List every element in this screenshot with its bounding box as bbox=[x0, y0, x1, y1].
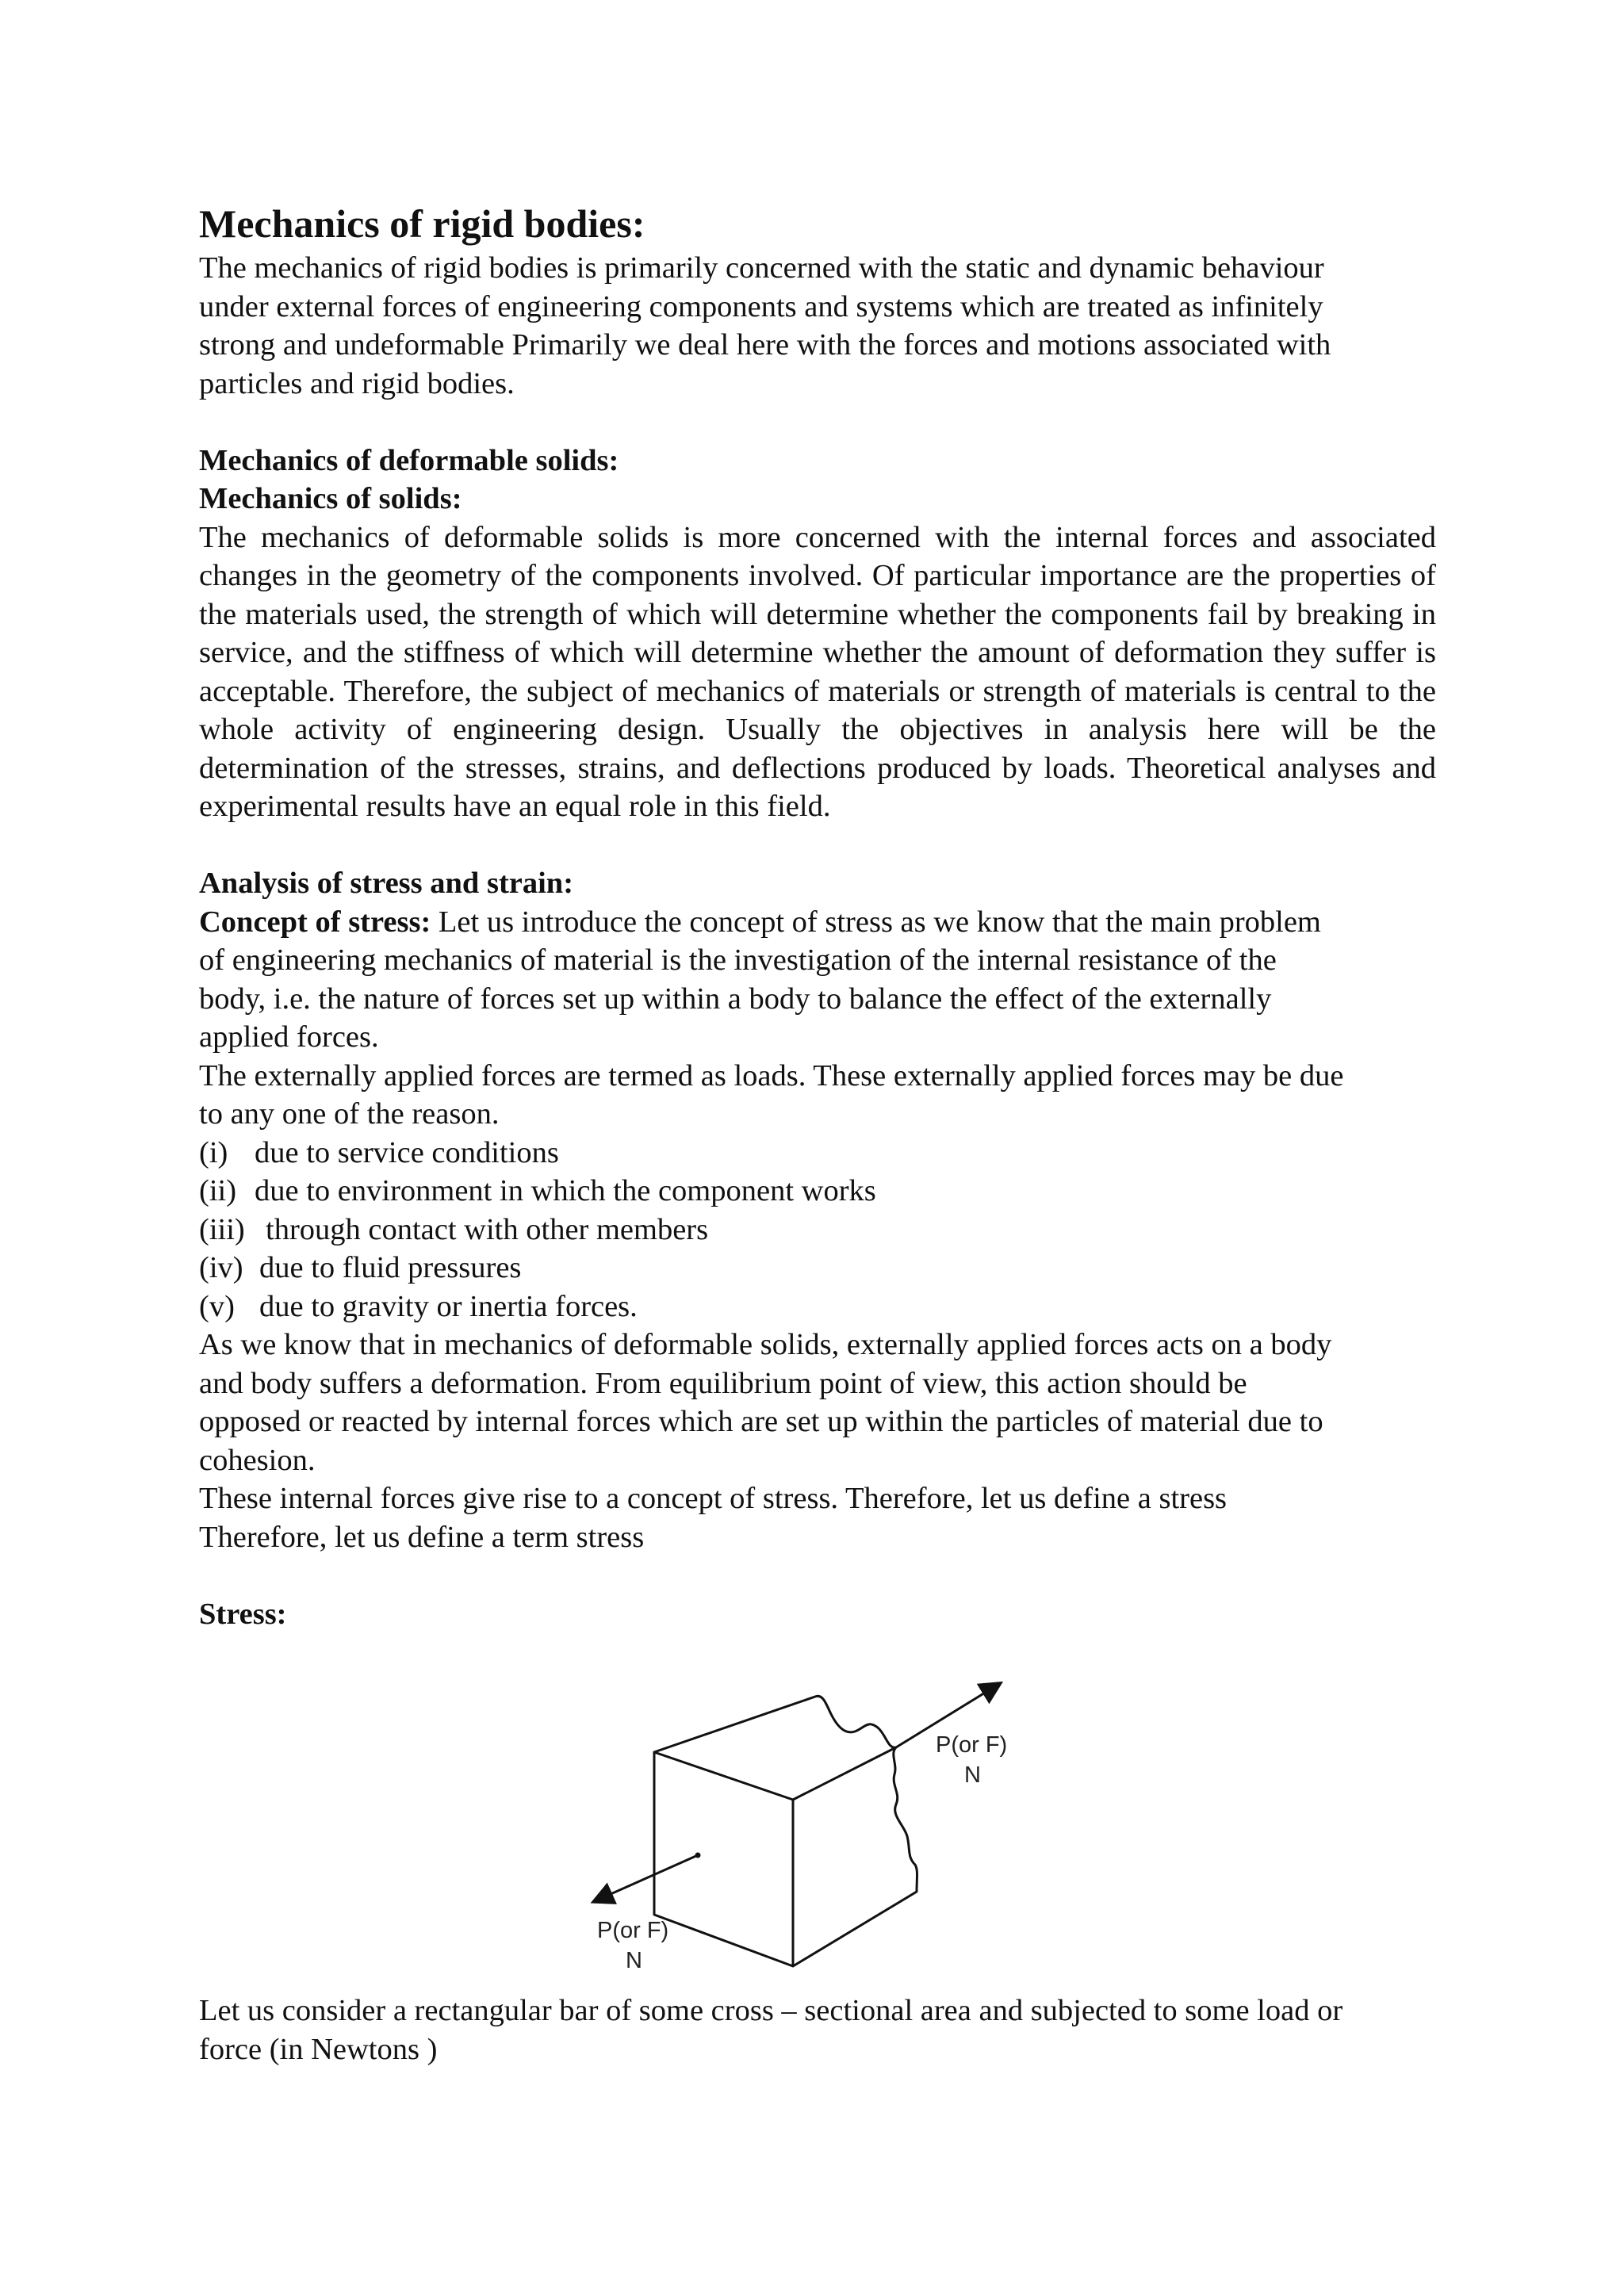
list-text: through contact with other members bbox=[266, 1212, 709, 1246]
list-number: (iii) bbox=[199, 1212, 245, 1246]
rigid-line-4: particles and rigid bodies. bbox=[199, 366, 515, 400]
concept-line-3: body, i.e. the nature of forces set up within a body to balance the effect of the externally bbox=[199, 982, 1272, 1016]
list-text: due to environment in which the component works bbox=[255, 1174, 876, 1207]
paragraph-deformable-solids: The mechanics of deformable solids is more concerned with the internal forces and associated changes in the geometry of the components involved. Of particular importance are the properties of the materials used, the strength of which will determine whether the components fail by breaking in service, and the stiffness of which will determine whether the amount of deformation they suffer is acceptable. Therefore, the subject of mechanics of materials or strength of materials is central to the whole activity of engineering design. Usually the objectives in analysis here will be the determination of the stresses, strains, and deflections produced by loads. Theoretical analyses and experimental results have an equal role in this field. bbox=[199, 520, 1436, 823]
force-arrow-left bbox=[595, 1855, 698, 1901]
equilibrium-line-2: and body suffers a deformation. From equilibrium point of view, this action should be bbox=[199, 1366, 1247, 1400]
internal-line-1: These internal forces give rise to a concept of stress. Therefore, let us define a stress bbox=[199, 1482, 1228, 1515]
heading-mechanics-of-solids: Mechanics of solids: bbox=[199, 482, 462, 515]
list-text: due to fluid pressures bbox=[259, 1251, 522, 1284]
force-application-point bbox=[695, 1853, 701, 1858]
list-number: (v) bbox=[199, 1289, 235, 1323]
stress-block-svg bbox=[571, 1649, 1063, 1982]
list-item bbox=[199, 1172, 1436, 1211]
unit-label-right: N bbox=[964, 1762, 981, 1788]
after-line-2: force (in Newtons ) bbox=[199, 2032, 438, 2066]
concept-line-4: applied forces. bbox=[199, 1020, 379, 1054]
list-text: due to service conditions bbox=[255, 1135, 559, 1169]
heading-deformable-solids: Mechanics of deformable solids: bbox=[199, 443, 619, 477]
document-page bbox=[199, 198, 1436, 1633]
rigid-line-1: The mechanics of rigid bodies is primarily concerned with the static and dynamic behaviour bbox=[199, 251, 1324, 285]
force-label-right: P(or F) bbox=[936, 1732, 1008, 1758]
list-text: due to gravity or inertia forces. bbox=[259, 1289, 638, 1323]
stress-block-diagram bbox=[571, 1649, 1063, 1982]
equilibrium-line-1: As we know that in mechanics of deformable solids, externally applied forces acts on a body bbox=[199, 1328, 1332, 1361]
concept-line-1 bbox=[199, 903, 1436, 942]
rigid-line-2: under external forces of engineering components and systems which are treated as infinitely bbox=[199, 289, 1323, 323]
loads-line-2: to any one of the reason. bbox=[199, 1097, 500, 1131]
unit-label-left: N bbox=[626, 1948, 642, 1973]
loads-line-1: The externally applied forces are termed as loads. These externally applied forces may be due bbox=[199, 1058, 1344, 1093]
list-item bbox=[199, 1134, 1436, 1173]
equilibrium-line-3: opposed or reacted by internal forces which are set up within the particles of material due to bbox=[199, 1405, 1323, 1438]
concept-line-2: of engineering mechanics of material is the investigation of the internal resistance of the bbox=[199, 943, 1277, 977]
concept-of-stress-label: Concept of stress: bbox=[199, 905, 431, 939]
force-label-left: P(or F) bbox=[597, 1918, 669, 1943]
title-rigid-bodies: Mechanics of rigid bodies: bbox=[199, 201, 645, 246]
block-cut-side bbox=[793, 1747, 917, 1966]
list-item bbox=[199, 1249, 1436, 1288]
rigid-line-3: strong and undeformable Primarily we deal here with the forces and motions associated with bbox=[199, 328, 1331, 362]
heading-stress-strain: Analysis of stress and strain: bbox=[199, 867, 574, 900]
list-number: (ii) bbox=[199, 1174, 237, 1207]
heading-stress: Stress: bbox=[199, 1597, 287, 1631]
list-item bbox=[199, 1288, 1436, 1326]
list-number: (iv) bbox=[199, 1251, 243, 1284]
list-number: (i) bbox=[199, 1135, 228, 1169]
equilibrium-line-4: cohesion. bbox=[199, 1443, 316, 1477]
list-item bbox=[199, 1211, 1436, 1249]
closing-paragraph bbox=[199, 1992, 1436, 2068]
block-front-face bbox=[654, 1752, 793, 1966]
concept-line-1-text: Let us introduce the concept of stress as we know that the main problem bbox=[431, 905, 1321, 939]
after-line-1: Let us consider a rectangular bar of some cross – sectional area and subjected to some load or bbox=[199, 1994, 1343, 2027]
internal-line-2: Therefore, let us define a term stress bbox=[199, 1520, 645, 1554]
block-top-face bbox=[654, 1696, 896, 1800]
